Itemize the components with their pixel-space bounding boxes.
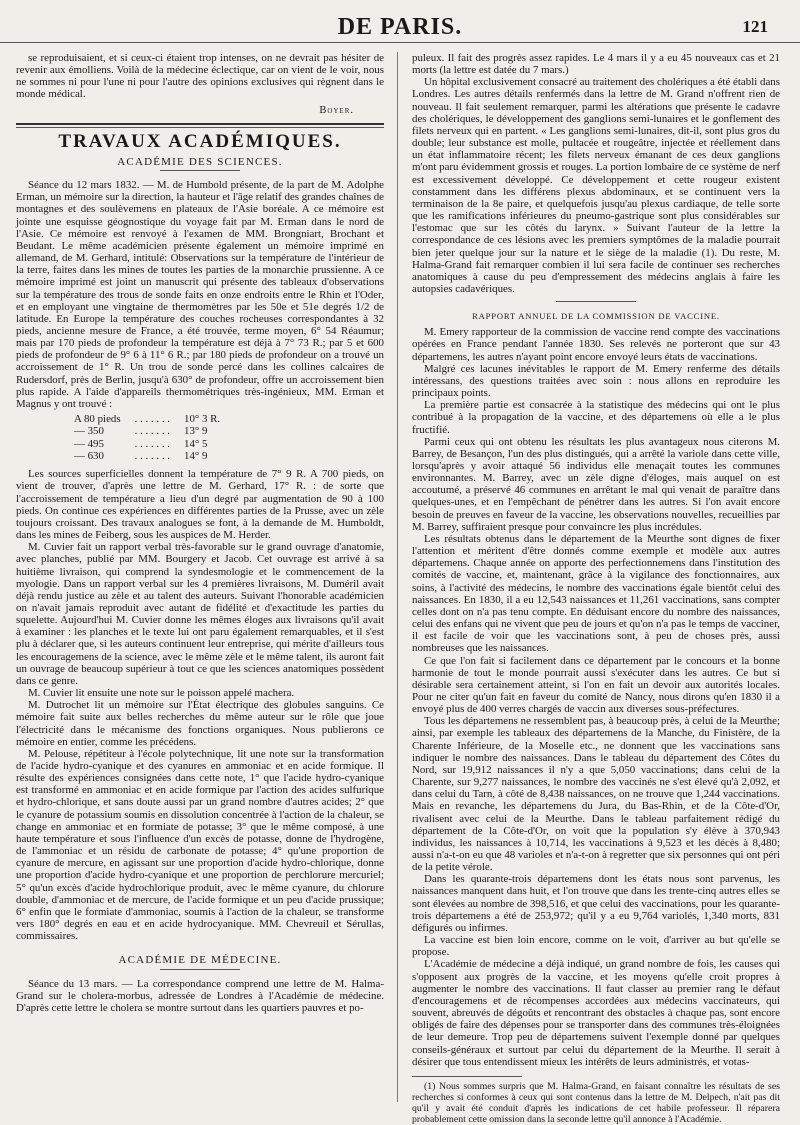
sciences-paragraph: Séance du 12 mars 1832. — M. de Humbold présente, de la part de M. Adolphe Erman, un mémoire sur la direction, la hauteur et l'âge relatif des grandes chaînes de montagnes et des soulèvemens en plateaux de l'Asie boréale. A ce mémoire est jointe une esquisse géognostique du voyage fait par M. Erman dans le nord de l'Asie. Ce mémoire est renvoyé à l'examen de MM. Brongniart, Brochant et Beudant. Le même académicien présente également un mémoire imprimé en allemand, de M. Gerhard, intitulé: Observations sur la température de l'intérieur de la terre, faites dans les mines de toutes les parties de la monarchie prussienne. A ce mémoire imprimé est joint un manuscrit qui présente des tableaux d'observations sur la température des trous de sonde faits en onze endroits entre le Rhin et l'Oder, et en employant une vingtaine de thermomètres par les 50e et 51e degrés 1/2 de latitude. En Europe la température des couches rocheuses correspondantes à 32 pieds, ancienne mesure de France, a été trouvée, terme moyen, 6° 54 Réaumur; mais par 170 pieds de profondeur la température est déjà à 7° 73 R.; par 5 et 600 pieds de profondeur de 9° 6 à 11° 6 R.; par 180 pieds de profondeur on a trouvé un accroissement de 1° R. Un trou de sonde percé dans les collines calcaires de Rudersdorf, près de Berlin, jusqu'à 630° de profondeur, offre un accroissement bien plus rapide. A l'aide d'appareils thermométriques très-ingénieux, MM. Erman et Magnus y ont trouvé : bbox=[16, 179, 384, 410]
medecine-heading: ACADÉMIE DE MÉDECINE. bbox=[118, 954, 282, 967]
temp-cell: 14° 9 bbox=[184, 449, 208, 462]
short-rule bbox=[160, 969, 240, 970]
dots-cell: . . . . . . . bbox=[134, 413, 170, 426]
footnote-rule bbox=[412, 1076, 522, 1077]
sciences-paragraph: M. Cuvier lit ensuite une note sur le poisson appelé machera. bbox=[28, 687, 295, 700]
section-rule-thin bbox=[16, 127, 384, 128]
page-header bbox=[0, 8, 800, 43]
temperature-table bbox=[74, 413, 234, 462]
intro-paragraph: se reproduisaient, et si ceux-ci étaient trop intenses, on ne devrait pas hésiter de revenir aux émolliens. Voilà de la médecine éclectique, car on vient de le voir, nous ne sommes ni pour l'une ni pour l'autre des opinions exclusives qui règnent dans le monde médical. bbox=[16, 52, 384, 101]
article-paragraph: L'Académie de médecine a déjà indiqué, un grand nombre de fois, les causes qui s'opposent aux progrès de la vaccine, et les moyens qu'elle croit propres à augmenter le nombre des vaccinations. Il faut classer au premier rang le défaut d'encouragemens et de récompenses accordées aux médecins vaccinateurs, qui souvent, abreuvés de dégoûts et rencontrant des obstacles à chaque pas, sont encore obligés de faire des dépenses pour se transporter dans des communes très-éloignées de leur demeure. Trop peu de départemens suivent l'exemple donné par quelques conseils-généraux et surtout par celui du département de la Meurthe. Il serait à désirer que tous entendissent mieux les intérêts de leurs administrés, et votas- bbox=[412, 958, 780, 1068]
article-paragraph: Tous les départemens ne ressemblent pas, à beaucoup près, à celui de la Meurthe; ainsi, par exemple les tableaux des départemens de la Manche, du Finistère, de la Charente Inférieure, de la Moselle etc., ne donnent que les vaccinations sans indiquer le nombre des naissances. Dans le tableau du département des Côtes du Nord, sur 19,912 naissances il n'y a que 5,050 vaccinations; dans celui de la Charente, sur 9,277 naissances, le nombre des vaccinés ne s'est élevé qu'à 2,092, et dans celui du Tarn, à côté de 8,438 naissances, on ne trouve que 1,244 vaccinations. Mais en revanche, les départemens du Jura, du Bas-Rhin, et de la Côte-d'Or, rivalisent avec celui de la Meurthe. Dans le tableau parfaitement rédigé du département de la Côte-d'Or, on voit que la population s'y élève à 370,943 individus, les naissances à 10,714, les vaccinations à 9,523 et les décès à 8,480; aussi n'a-t-on eu que 48 varioles et n'a-t-on à regretter que six personnes qui ont péri de la petite vérole. bbox=[412, 715, 780, 874]
vaccine-report-heading: RAPPORT ANNUEL DE LA COMMISSION DE VACCINE. bbox=[472, 311, 720, 322]
continued-paragraph: puleux. Il fait des progrès assez rapides. Le 4 mars il y a eu 45 nouveaux cas et 21 morts (la lettre est datée du 7 mars.) bbox=[412, 52, 780, 77]
dots-cell: . . . . . . . bbox=[134, 437, 170, 450]
temp-cell: 14° 5 bbox=[184, 437, 208, 450]
column-divider bbox=[397, 52, 398, 1102]
sciences-heading: ACADÉMIE DES SCIENCES. bbox=[117, 155, 283, 168]
article-paragraph: Dans les quarante-trois départemens dont les états nous sont parvenus, les naissances manquent dans huit, et l'on trouve que dans les trente-cinq autres elles se sont élevées au nombre de 398,516, et que celui des vaccinations, pour les quarante-trois départemens a été de 253,972; qu'il y a eu 9,764 variolés, 1,340 morts, 831 défigurés ou infirmes. bbox=[412, 873, 780, 934]
sciences-paragraph: Les sources superficielles donnent la température de 7° 9 R. A 700 pieds, on vient de trouver, d'après une lettre de M. Gerhard, 17° R. : de sorte que l'accroissement de température a lieu d'un degré par augmentation de 90 à 100 pieds. On continue ces expériences en différentes parties de la Prusse, avec un zèle toujours croissant. Des travaux analogues se font, à la demande de M. Humboldt, dans les mines de Feiberg, sous les auspices de M. Herder. bbox=[16, 468, 384, 542]
article-paragraph: Les résultats obtenus dans le département de la Meurthe sont dignes de fixer l'attention et méritent d'être donnés comme exemple et modèle aux autres départemens. Chaque année on apporte des perfectionnemens dans l'institution des comités de vaccine, et, maintenant, grâce à la vigilance des fonctionnaires, aux soins, à l'activité des médecins, le nombre des vaccinations égale bientôt celui des naissances. En 1830, il a eu 12,543 naissances et 11,261 vaccinations, sans compter celles dont on n'a pas tenu compte. En déduisant encore du nombre des naissances, celui des enfans qui ne vivent que peu de jours et qu'on n'a pas le temps de vacciner, il est facile de voir que les vaccinations sont, à peu de choses près, aussi nombreuses que les naissances. bbox=[412, 532, 780, 655]
dots-cell: . . . . . . . bbox=[134, 449, 170, 462]
temperature-row bbox=[74, 438, 234, 450]
page-number: 121 bbox=[742, 17, 768, 36]
dots-cell: . . . . . . . bbox=[134, 425, 170, 438]
footnote: (1) Nous sommes surpris que M. Halma-Grand, en faisant connaître les résultats de ses recherches si conformes à ceux qui sont contenus dans la lettre de M. Delpech, n'ait pas dit qu'il y avait été conduit d'après les indications de cet habile professeur. Il réparera probablement cette omission dans la seconde lettre qu'il annonce à l'Académie. bbox=[412, 1080, 780, 1125]
article-paragraph: Malgré ces lacunes inévitables le rapport de M. Emery renferme des détails intéressans, des questions traitées avec soin : nous allons en reproduire les principaux points. bbox=[412, 362, 780, 400]
section-rule bbox=[16, 123, 384, 125]
depth-cell: — 495 bbox=[74, 437, 104, 450]
main-heading: TRAVAUX ACADÉMIQUES. bbox=[58, 130, 342, 152]
article-paragraph: La vaccine est bien loin encore, comme on le voit, d'arriver au but qu'elle se propose. bbox=[412, 934, 780, 959]
sciences-paragraph: M. Dutrochet lit un mémoire sur l'État électrique des globules sanguins. Ce mémoire fait suite aux belles recherches du même auteur sur le rôle que joue l'électricité dans le mécanisme des fonctions organiques. Nous publierons ce mémoire en entier, comme les précédens. bbox=[16, 699, 384, 748]
temp-cell: 13° 9 bbox=[184, 425, 208, 438]
depth-cell: A 80 pieds bbox=[74, 413, 121, 426]
temperature-row bbox=[74, 450, 234, 462]
short-rule bbox=[160, 170, 240, 171]
depth-cell: — 350 bbox=[74, 425, 104, 438]
article-paragraph: Ce que l'on fait si facilement dans ce département par le concours et la bonne harmonie de tout le monde pourrait aussi s'exécuter dans les autres. Ce but si désirable sera certainement atteint, si l'on en fait un devoir aux autorités locales. Pour ne citer qu'un fait en faveur du comité de Nancy, nous dirons qu'en 1830 il a envoyé plus de 400 verres chargés de vaccin aux diverses sous-préfectures. bbox=[412, 654, 780, 716]
temperature-row bbox=[74, 413, 234, 425]
sciences-paragraph: M. Pelouse, répétiteur à l'école polytechnique, lit une note sur la transformation de l'acide hydro-cyanique et des cyanures en ammoniac et en acide formique. Il résulte des expériences consignées dans cette note, 1° que l'acide hydro-cyanique est transformé en ammoniac et en acide formique par l'action des acides sulfurique et hydro-chlorique, et sans doute aussi par un grand nombre d'autres acides; 2° que le cyanure de potassium soumis en dissolution concentrée à l'action de la chaleur, se change en ammoniac et en formiate de potasse; 3° que le même composé, à une haute température et sous l'influence d'un excès de potasse, donne de l'hydrogène, de l'ammoniac et un résidu de carbonate de potasse; 4° qu'une proportion de cyanure de mercure, en agissant sur une proportion d'acide hydro-chlorique, donne une proportion d'acide hydro-cyanique et une proportion de perchlorure mercuriel; 5° qu'un excès d'acide hydrochlorique produit, avec le même cyanure, du chlorure double, d'ammoniac et de mercure, de l'acide formique et un peu d'acide prussique; 6° enfin que le formiate d'ammoniac, soumis à l'action de la chaleur, se transforme vers 180° degrés en eau et en acide hydrocyanique. MM. Chevreuil et Sérullas, commissaires. bbox=[16, 747, 384, 943]
article-paragraph: M. Emery rapporteur de la commission de vaccine rend compte des vaccinations opérées en France pendant l'année 1830. Ses relevés ne porteront que sur 43 départemens, les autres n'ayant point encore envoyé leurs états de vaccinations. bbox=[412, 326, 780, 363]
short-rule bbox=[556, 301, 636, 302]
temp-cell: 10° 3 R. bbox=[184, 413, 221, 426]
sciences-paragraph: M. Cuvier fait un rapport verbal très-favorable sur le grand ouvrage d'anatomie, avec planches, publié par MM. Bourgery et Jacob. Cet ouvrage est arrivé à sa huitième livraison, qui comprend la syndesmologie et le commencement de la myologie. Dans un rapport verbal sur les 4 premières livraisons, M. Duméril avait déjà rendu justice au zèle et au talent des auteurs. Suivant l'honorable académicien on n'avait jamais reproduit avec autant de fidélité et d'exactitude les parties du squelette. Aujourd'hui M. Cuvier donne les mêmes éloges aux livraisons qu'il avait à examiner : les planches et le texte lui ont paru également remarquables, et il s'est plu à déclarer que, si les auteurs continuent leur entreprise, qui mérite d'ailleurs tous les encouragemens de la science, avec le même zèle et le même talent, ils auront fait un ouvrage de beaucoup supérieur à tout ce que les sciences anatomiques possèdent dans ce genre. bbox=[16, 541, 384, 687]
left-column bbox=[16, 52, 384, 1014]
depth-cell: — 630 bbox=[74, 449, 104, 462]
author-signature: Boyer. bbox=[319, 104, 354, 116]
article-paragraph: Un hôpital exclusivement consacré au traitement des cholériques a été établi dans Londres. Les autres détails renfermés dans la lettre de M. Grand n'offrent rien de nouveau. Il fait seulement remarquer, parmi les altérations que présente le cadavre des cholériques, le développement des ganglions semi-lunaires et le gonflement des filets nerveux qui en partent. « Les ganglions semi-lunaires, dit-il, sont plus gros du double; leur substance est molle, pultacée et rougeâtre, injectée et réellement dans un état inflammatoire récent; les filets nerveux émanant de ces deux ganglions m'ont paru évidemment grossis et rouges. La portion lombaire de ce système de nerf est excessivement développé. Ce développement et cette rougeur existent constamment dans les différens plexus abdominaux, et se continuent vers la terminaison de la 8e paire, et quelquefois jusqu'au plexus cardiaque, de telle sorte que les ramifications inférieures du pneumo-gastrique sont plus considérables sur l'estomac que sur les côtés du larynx. » Suivant l'auteur de la lettre la correspondance de ces lésions avec les premiers symptômes de la maladie pourrait bien jeter quelque jour sur la nature et le siège de la maladie (1). Du reste, M. Halma-Grand fait remarquer combien il lui sera facile de continuer ses recherches anatomiques à cause du peu d'empressement des médecins anglais à faire les autopsies cadavériques. bbox=[412, 76, 780, 295]
right-column bbox=[412, 52, 780, 1125]
page-header-title: DE PARIS. bbox=[337, 14, 463, 40]
article-paragraph: Parmi ceux qui ont obtenu les résultats les plus avantageux nous citerons M. Barrey, de Besançon, l'un des plus distingués, qui a arrêté la variole dans cette ville, lorsqu'après y avoir attaqué 56 individus elle menaçait toutes les communes environnantes. M. Barrey, avec un zèle digne d'éloges, mais auquel on est accoutumé, a préservé 46 communes en arrêtant le mal qui venait de paraître dans quelques-unes, et en l'empêchant de pénétrer dans les autres. Si l'on avait encore besoin de preuves en faveur de la vaccine, les observations nouvelles, recueillies par M. Barrey, suffiraient presque pour convaincre les plus incrédules. bbox=[412, 435, 780, 533]
temperature-row bbox=[74, 425, 234, 437]
article-paragraph: La première partie est consacrée à la statistique des médecins qui ont le plus contribué à la propagation de la vaccine, et des départemens où elle a le plus fructifié. bbox=[412, 399, 780, 436]
medecine-paragraph: Séance du 13 mars. — La correspondance comprend une lettre de M. Halma-Grand sur le cholera-morbus, adressée de Londres à l'Académie de médecine. D'après cette lettre le cholera se montre surtout dans les quartiers pauvres et po- bbox=[16, 977, 384, 1014]
